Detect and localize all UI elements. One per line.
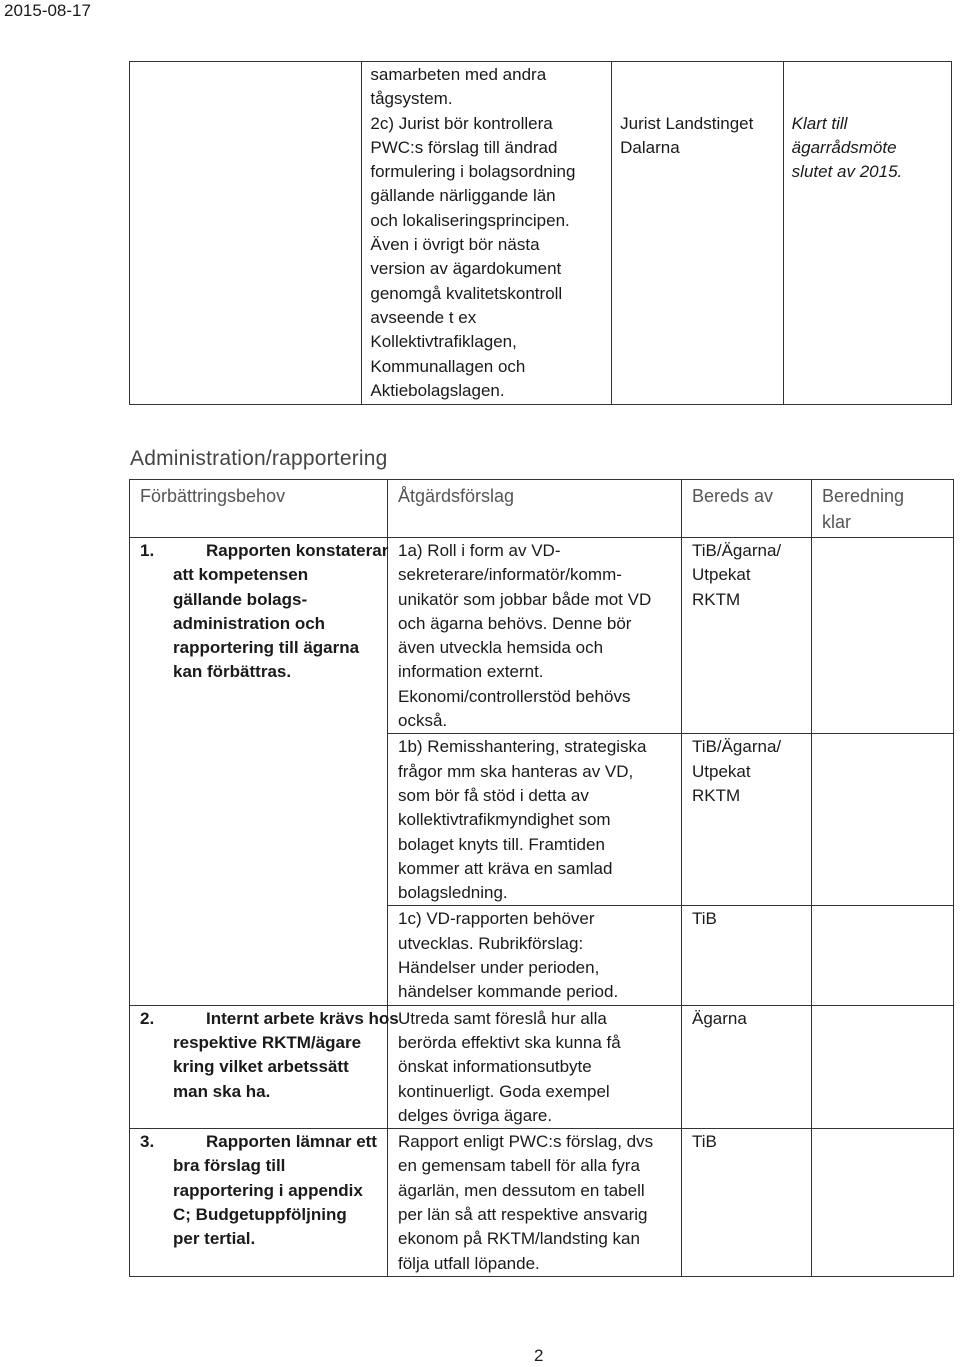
measure-text xyxy=(370,63,603,403)
continued-measures-table xyxy=(129,61,952,405)
action-line: bolagsledning. xyxy=(398,883,508,903)
text-line: samarbeten med andra xyxy=(370,65,547,84)
action-line: önskat informationsutbyte xyxy=(398,1057,592,1077)
beredning-klar-cell xyxy=(812,906,954,1005)
text-line: Jurist Landstinget xyxy=(620,113,754,133)
text-line: ägarrådsmöte xyxy=(791,137,897,157)
text-line: Beredning xyxy=(822,486,905,506)
action-line: 1b) Remisshantering, strategiska xyxy=(398,737,647,757)
header-atgardsforslag: Åtgärdsförslag xyxy=(388,480,682,538)
action-line: utvecklas. Rubrikförslag: xyxy=(398,933,584,953)
text-line: Dalarna xyxy=(620,137,680,157)
header-forbattringsbehov: Förbättringsbehov xyxy=(130,480,388,538)
bereds-av-cell xyxy=(682,538,812,734)
measure-cell xyxy=(362,62,612,405)
action-line: kontinuerligt. Goda exempel xyxy=(398,1081,610,1101)
bereds-av-line: RKTM xyxy=(692,589,741,609)
need-line: rapportering till ägarna xyxy=(173,638,360,658)
need-cell xyxy=(130,1129,388,1277)
bereds-av-cell xyxy=(682,1129,812,1277)
action-line: kommer att kräva en samlad xyxy=(398,858,613,878)
bereds-av-line: TiB/Ägarna/ xyxy=(692,737,782,757)
text-line: genomgå kvalitetskontroll xyxy=(370,283,563,303)
action-line: berörda effektivt ska kunna få xyxy=(398,1032,621,1052)
need-line: 2. Internt arbete krävs hos xyxy=(140,1007,379,1031)
action-cell xyxy=(388,1005,682,1128)
action-line: följa utfall löpande. xyxy=(398,1253,540,1273)
need-cell xyxy=(130,734,388,906)
text-line: Klart till xyxy=(791,113,848,133)
beredning-klar-cell xyxy=(812,538,954,734)
bereds-av-line: RKTM xyxy=(692,785,741,805)
need-line: C; Budgetuppföljning xyxy=(173,1205,347,1225)
header-bereds-av: Bereds av xyxy=(682,480,812,538)
table-row xyxy=(130,906,954,1005)
text-line: och lokaliseringsprincipen. xyxy=(370,210,570,230)
action-line: ekonom på RKTM/landsting kan xyxy=(398,1229,640,1249)
item-number: 1. xyxy=(140,541,155,560)
need-line: 1. Rapporten konstaterar xyxy=(140,539,379,563)
action-line: även utveckla hemsida och xyxy=(398,638,604,658)
table-row xyxy=(130,1129,954,1277)
action-line: per län så att respektive ansvarig xyxy=(398,1205,648,1225)
text-line: PWC:s förslag till ändrad xyxy=(370,137,558,157)
need-line: att kompetensen xyxy=(173,565,309,585)
action-line: delges övriga ägare. xyxy=(398,1105,553,1125)
beredning-klar-cell xyxy=(812,1005,954,1128)
action-line: också. xyxy=(398,711,448,731)
action-line: händelser kommande period. xyxy=(398,982,619,1002)
action-line: Ekonomi/controllerstöd behövs xyxy=(398,686,631,706)
text-line: gällande närliggande län xyxy=(370,186,556,206)
item-number: 2. xyxy=(140,1008,155,1028)
action-line: sekreterare/informatör/komm- xyxy=(398,565,622,585)
bereds-av-line: TiB xyxy=(692,909,717,929)
table-row xyxy=(130,538,954,734)
action-line: 1c) VD-rapporten behöver xyxy=(398,909,595,929)
action-line: Händelser under perioden, xyxy=(398,958,600,978)
action-cell xyxy=(388,1129,682,1277)
bereds-av-line: TiB xyxy=(692,1132,717,1152)
action-line: och ägarna behövs. Denne bör xyxy=(398,613,632,633)
need-cell xyxy=(130,906,388,1005)
responsible-text xyxy=(620,63,775,160)
text-line: Aktiebolagslagen. xyxy=(370,380,505,400)
action-line: en gemensam tabell för alla fyra xyxy=(398,1156,640,1176)
need-line: rapportering i appendix xyxy=(173,1180,363,1200)
responsible-cell xyxy=(612,62,784,405)
need-line: 3. Rapporten lämnar ett xyxy=(140,1130,379,1154)
bereds-av-cell xyxy=(682,1005,812,1128)
status-text xyxy=(792,63,943,184)
beredning-klar-cell xyxy=(812,1129,954,1277)
bereds-av-line: TiB/Ägarna/ xyxy=(692,541,782,560)
need-line: man ska ha. xyxy=(173,1081,271,1101)
need-cell xyxy=(130,1005,399,1128)
text-line: version av ägardokument xyxy=(370,259,562,279)
need-line: per tertial. xyxy=(173,1229,256,1249)
need-line: respektive RKTM/ägare xyxy=(173,1032,362,1052)
action-cell xyxy=(388,538,682,734)
need-cell xyxy=(130,538,388,734)
text-line: klar xyxy=(822,512,852,532)
action-line: kollektivtrafikmyndighet som xyxy=(398,810,611,830)
table-row xyxy=(130,734,954,906)
bereds-av-cell xyxy=(682,906,812,1005)
status-cell xyxy=(783,62,951,405)
action-line: Utreda samt föreslå hur alla xyxy=(398,1008,607,1028)
action-line: frågor mm ska hanteras av VD, xyxy=(398,761,634,781)
need-line: kring vilket arbetssätt xyxy=(173,1057,349,1077)
text-line: tågsystem. xyxy=(370,89,453,109)
text-line: Kommunallagen och xyxy=(370,356,526,376)
action-cell xyxy=(388,906,682,1005)
action-line: information externt. xyxy=(398,662,544,682)
table-header-row xyxy=(130,480,954,538)
administration-table xyxy=(129,479,954,1277)
table-row xyxy=(130,1005,954,1128)
action-line: som bör få stöd i detta av xyxy=(398,785,589,805)
section-title: Administration/rapportering xyxy=(130,447,388,470)
action-line: unikatör som jobbar både mot VD xyxy=(398,589,652,609)
text-line: 2c) Jurist bör kontrollera xyxy=(370,113,553,133)
text-line: avseende t ex xyxy=(370,307,477,327)
action-line: bolaget knyts till. Framtiden xyxy=(398,834,605,854)
page-number: 2 xyxy=(534,1346,544,1365)
action-line: 1a) Roll i form av VD- xyxy=(398,541,561,560)
need-line: bra förslag till xyxy=(173,1156,286,1176)
need-line: gällande bolags- xyxy=(173,589,308,609)
document-date: 2015-08-17 xyxy=(4,1,91,20)
action-line: ägarlän, men dessutom en tabell xyxy=(398,1180,645,1200)
header-beredning-klar xyxy=(812,480,954,538)
action-cell xyxy=(388,734,682,906)
need-line: administration och xyxy=(173,613,326,633)
text-line: slutet av 2015. xyxy=(791,162,903,182)
need-line: kan förbättras. xyxy=(173,662,292,682)
text-line: Kollektivtrafiklagen, xyxy=(370,332,517,352)
item-number: 3. xyxy=(140,1132,155,1152)
bereds-av-cell xyxy=(682,734,812,906)
beredning-klar-cell xyxy=(812,734,954,906)
bereds-av-line: Utpekat xyxy=(692,761,751,781)
need-cell-empty xyxy=(130,62,362,405)
action-line: Rapport enligt PWC:s förslag, dvs xyxy=(398,1132,654,1152)
text-line: formulering i bolagsordning xyxy=(370,162,576,182)
bereds-av-line: Ägarna xyxy=(692,1008,747,1028)
bereds-av-line: Utpekat xyxy=(692,565,751,585)
text-line: Även i övrigt bör nästa xyxy=(370,235,540,255)
